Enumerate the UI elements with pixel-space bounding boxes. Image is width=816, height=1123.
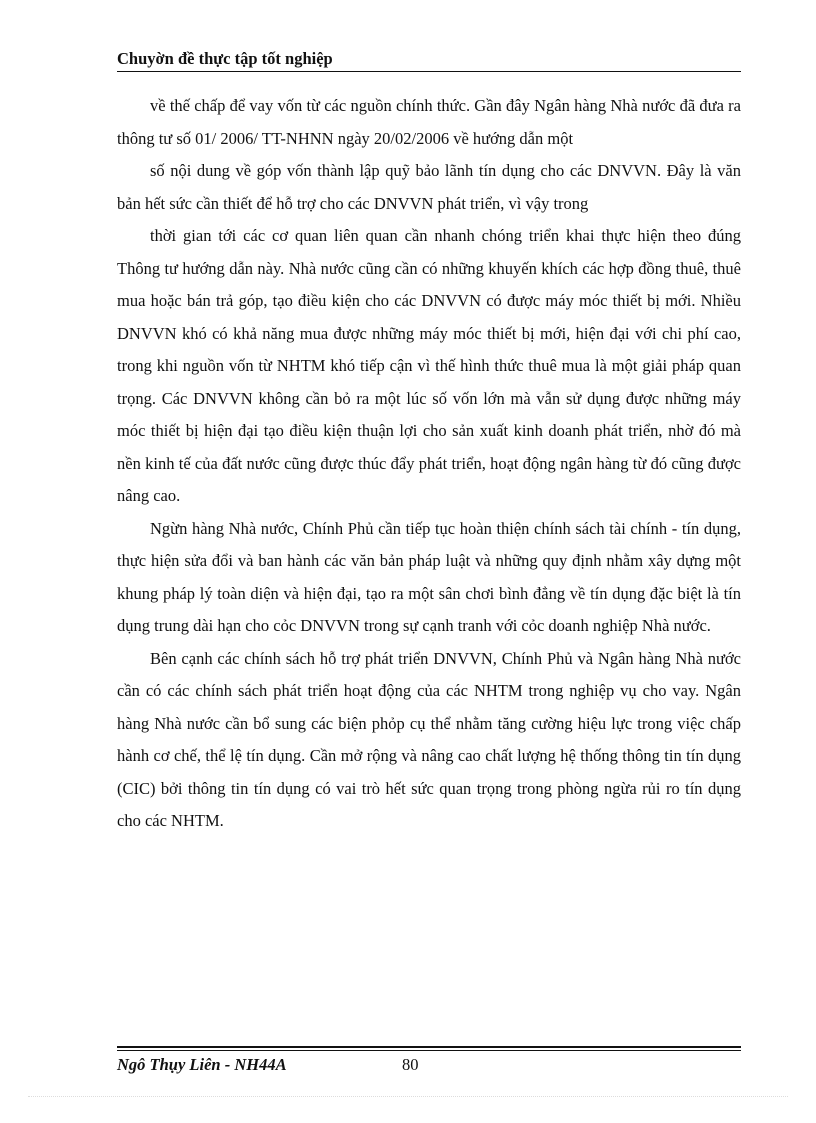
- paragraph-1: về thế chấp để vay vốn từ các nguồn chính thức. Gần đây Ngân hàng Nhà nước đã đưa ra thông tư số 01/ 2006/ TT-NHNN ngày 20/02/2006 về hướng dẫn một: [117, 96, 741, 148]
- page-bottom-divider: [28, 1096, 788, 1097]
- paragraph-3: thời gian tới các cơ quan liên quan cần nhanh chóng triển khai thực hiện theo đúng Thông tư hướng dẫn này. Nhà nước cũng cần có những khuyến khích các hợp đồng thuê, thuê mua hoặc bán trả góp, tạo điều kiện cho các DNVVN có được máy móc thiết bị mới. Nhiều DNVVN khó có khả năng mua được những máy móc thiết bị mới, hiện đại với chi phí cao, trong khi nguồn vốn từ NHTM khó tiếp cận vì thế hình thức thuê mua là một giải pháp quan trọng. Các DNVVN không cần bỏ ra một lúc số vốn lớn mà vẫn sử dụng được những máy móc thiết bị hiện đại tạo điều kiện thuận lợi cho sản xuất kinh doanh phát triển, nhờ đó mà nền kinh tế của đất nước cũng được thúc đẩy phát triển, hoạt động ngân hàng từ đó cũng được nâng cao.: [117, 226, 741, 505]
- header-rule: [117, 71, 741, 72]
- header-title: Chuyờn đề thực tập tốt nghiệp: [117, 49, 333, 68]
- footer-author: Ngô Thụy Liên - NH44A: [117, 1055, 287, 1074]
- page-footer: [117, 1046, 741, 1079]
- body-text: [117, 90, 741, 838]
- footer-rule-thick: [117, 1046, 741, 1048]
- paragraph-5: Bên cạnh các chính sách hỗ trợ phát triển DNVVN, Chính Phủ và Ngân hàng Nhà nước cần có các chính sách phát triển hoạt động của các NHTM trong nghiệp vụ cho vay. Ngân hàng Nhà nước cần bổ sung các biện phỏp cụ thể nhằm tăng cường hiệu lực trong việc chấp hành cơ chế, thể lệ tín dụng. Cần mở rộng và nâng cao chất lượng hệ thống thông tin tín dụng (CIC) bởi thông tin tín dụng có vai trò hết sức quan trọng trong phòng ngừa rủi ro tín dụng cho các NHTM.: [117, 648, 741, 830]
- footer-rule-thin: [117, 1050, 741, 1051]
- page-header: [117, 48, 741, 72]
- page-number: 80: [402, 1055, 419, 1074]
- paragraph-4: Ngừn hàng Nhà nước, Chính Phủ cần tiếp tục hoàn thiện chính sách tài chính - tín dụng, thực hiện sửa đổi và ban hành các văn bản pháp luật và những quy định nhằm xây dựng một khung pháp lý toàn diện và hiện đại, tạo ra một sân chơi bình đẳng về tín dụng đặc biệt là tín dụng trung dài hạn cho cỏc DNVVN trong sự cạnh tranh với cỏc doanh nghiệp Nhà nước.: [117, 518, 741, 635]
- paragraph-2: số nội dung về góp vốn thành lập quỹ bảo lãnh tín dụng cho các DNVVN. Đây là văn bản hết sức cần thiết để hỗ trợ cho các DNVVN phát triển, vì vậy trong: [117, 161, 741, 213]
- footer-row: [117, 1055, 741, 1079]
